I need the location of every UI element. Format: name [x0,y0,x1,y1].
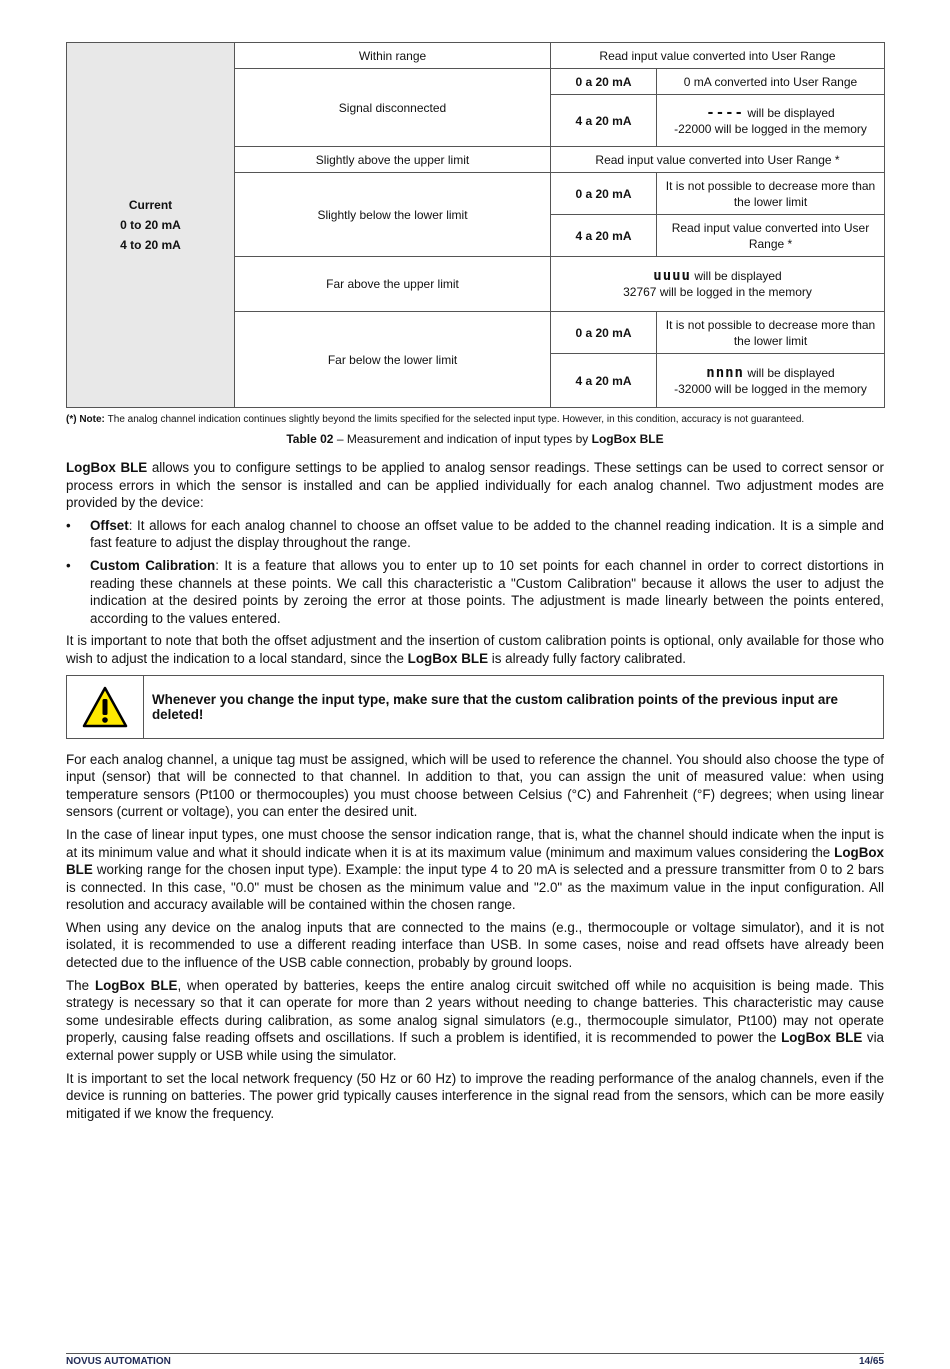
condition-within-range: Within range [235,43,551,69]
range-cell: 0 a 20 mA [551,312,657,354]
adjustment-modes-list [66,517,884,628]
range-cell: 0 a 20 mA [551,173,657,215]
result-cell: Read input value converted into User Range * [657,215,885,257]
table-note: (*) Note: The analog channel indication continues slightly beyond the limits specified for the selected input type. However, in this condition, accuracy is not guaranteed. [66,414,805,425]
list-item: • Custom Calibration: It is a feature that allows you to enter up to 10 set points for each channel in order to correct distortions in reading these channels at these points. We call this characteristic a "Custom Calibration" because it allows the user to adjust the indication at the desired points by zeroing the error at those points. The adjustment is made linearly between the points entered, according to the values entered. [66,557,884,626]
result-far-above: uuuu will be displayed 32767 will be logged in the memory [551,257,885,312]
list-item: • Offset: It allows for each analog channel to choose an offset value to be added to the channel reading indication. It is a simple and fast feature to adjust the display throughout the range. [66,517,884,551]
condition-far-above: Far above the upper limit [235,257,551,312]
tag-paragraph: For each analog channel, a unique tag must be assigned, which will be used to reference the channel. You should also choose the type of input (sensor) that will be connected to that channel. In addition to that, you can assign the unit of measured value: when using temperature sensors (Pt100 or thermocouples) you must choose between Celsius (°C) and Fahrenheit (°F) degrees; when using linear sensors (current or voltage), you can enter the desired unit. [66,751,884,820]
range-cell: 4 a 20 mA [551,354,657,408]
result-cell: It is not possible to decrease more than the lower limit [657,312,885,354]
warning-message: Whenever you change the input type, make sure that the custom calibration points of the previous input are deleted! [152,691,839,722]
optional-paragraph: It is important to note that both the offset adjustment and the insertion of custom calibration points is optional, only available for those who wish to adjust the indication to a local standard, since the LogBox BLE is already fully factory calibrated. [66,633,884,666]
bullet-icon: • [66,517,71,533]
dash-display-symbol: ---- [706,104,744,121]
condition-signal-disconnected: Signal disconnected [235,69,551,147]
footer-page-number: 14/65 [858,1356,884,1367]
result-slightly-above: Read input value converted into User Range * [551,147,885,173]
intro-paragraph: LogBox BLE allows you to configure settings to be applied to analog sensor readings. These settings can be used to correct sensor or process errors in which the sensor is installed and can be applied individually for each analog channel. Two adjustment modes are provided by the device: [66,460,884,511]
range-cell: 0 a 20 mA [551,69,657,95]
table-caption: Table 02 – Measurement and indication of input types by LogBox BLE [286,432,664,446]
range-cell: 4 a 20 mA [551,215,657,257]
u-display-symbol: uuuu [653,268,691,284]
result-cell: 0 mA converted into User Range [657,69,885,95]
warning-triangle-icon [82,686,128,728]
footer-company: NOVUS AUTOMATION [66,1356,171,1367]
input-types-table [66,42,885,408]
linear-paragraph: In the case of linear input types, one must choose the sensor indication range, that is, what the channel should indicate when the input is at its minimum value and what it should indicate when it is at its maximum value (minimum and maximum values considering the LogBox BLE working range for the chosen input type). Example: the input type 4 to 20 mA is selected and a pressure transmitter from 0 to 2 bars is connected. In this case, "0.0" must be chosen as the minimum value and "2.0" as the maximum value in the input configuration. All resolution and accuracy available will be contained within the chosen range. [66,826,884,913]
result-cell: nnnn will be displayed -32000 will be logged in the memory [657,354,885,408]
batteries-paragraph: The LogBox BLE, when operated by batteries, keeps the entire analog circuit switched off while no acquisition is being made. This strategy is necessary so that it can operate for more than 2 years without needing to change batteries. This characteristic may cause some undesirable effects during calibration, as some analog signal simulators (e.g., thermocouple simulator, Pt100) may not operate properly, causing false reading offsets and oscillations. If such a problem is identified, it is recommended to power the LogBox BLE via external power supply or USB while using the simulator. [66,977,885,1064]
result-cell: It is not possible to decrease more than the lower limit [657,173,885,215]
condition-slightly-below: Slightly below the lower limit [235,173,551,257]
range-cell: 4 a 20 mA [551,95,657,147]
frequency-paragraph: It is important to set the local network frequency (50 Hz or 60 Hz) to improve the reading performance of the analog channels, even if the device is running on batteries. The power grid typically causes interference in the signal read from the sensors, which can be more easily mitigated if we know the frequency. [66,1070,884,1121]
mains-paragraph: When using any device on the analog inputs that are connected to the mains (e.g., thermocouple or voltage simulator), and it is not isolated, it is recommended to use a different reading interface than USB. In some cases, noise and read offsets have already been detected due to the influence of the USB cable connection, probably by ground loops. [66,919,884,971]
result-cell: ---- will be displayed -22000 will be logged in the memory [657,95,885,147]
bullet-icon: • [66,557,71,573]
document-page [66,42,884,1122]
condition-far-below: Far below the lower limit [235,312,551,408]
result-within-range: Read input value converted into User Range [551,43,885,69]
n-display-symbol: nnnn [706,364,744,381]
warning-box [66,675,884,739]
page-footer [66,1353,884,1367]
condition-slightly-above: Slightly above the upper limit [235,147,551,173]
row-header-current: Current 0 to 20 mA 4 to 20 mA [67,43,235,408]
